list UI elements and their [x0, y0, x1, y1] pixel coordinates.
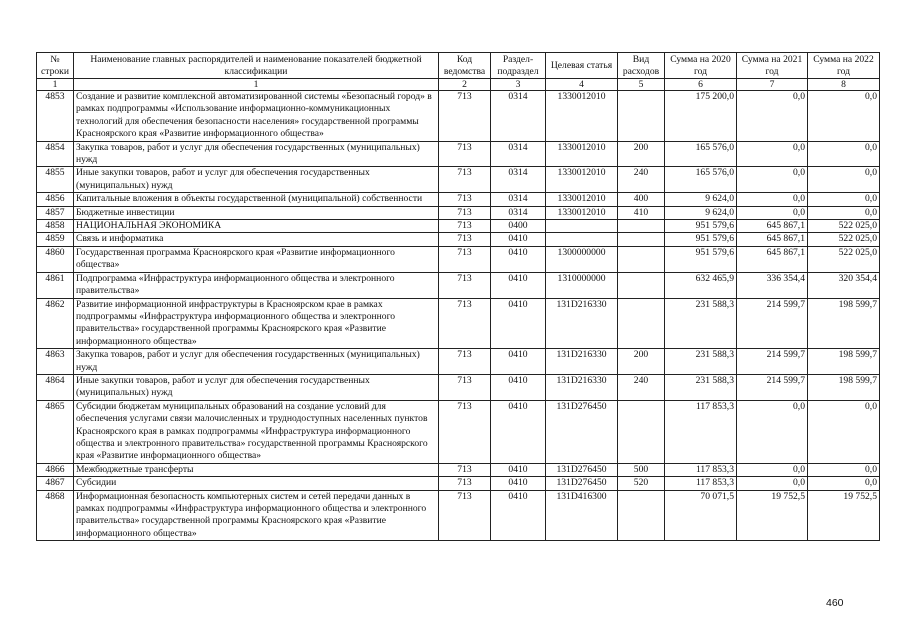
- row-sum-2021: 0,0: [737, 91, 808, 142]
- header-sum-2022: Сумма на 2022 год: [808, 53, 880, 79]
- column-number: 2: [439, 79, 491, 91]
- table-row: [37, 246, 880, 272]
- row-section: 0410: [491, 298, 546, 349]
- row-sum-2020: 632 465,9: [665, 272, 737, 298]
- row-name: Бюджетные инвестиции: [74, 206, 439, 219]
- row-sum-2021: 645 867,1: [737, 220, 808, 233]
- row-name: Государственная программа Красноярского края «Развитие информационного общества»: [74, 246, 439, 272]
- row-expense-type: 520: [618, 477, 665, 490]
- row-sum-2020: 9 624,0: [665, 206, 737, 219]
- row-name: Информационная безопасность компьютерных систем и сетей передачи данных в рамках подпрограммы «Инфраструктура информационного общества и электронного правительства» государственной программы Красноярского края «Развитие информационного общества»: [74, 490, 439, 541]
- row-target-article: [546, 220, 618, 233]
- table-row: [37, 193, 880, 206]
- row-dept-code: 713: [439, 193, 491, 206]
- row-sum-2022: 0,0: [808, 193, 880, 206]
- row-section: 0400: [491, 220, 546, 233]
- row-section: 0314: [491, 206, 546, 219]
- row-dept-code: 713: [439, 400, 491, 463]
- table-row: [37, 91, 880, 142]
- row-number: 4862: [37, 298, 74, 349]
- header-row-number: № строки: [37, 53, 74, 79]
- row-sum-2021: 0,0: [737, 141, 808, 167]
- row-expense-type: [618, 490, 665, 541]
- table-row: [37, 141, 880, 167]
- row-sum-2020: 117 853,3: [665, 463, 737, 476]
- row-dept-code: 713: [439, 374, 491, 400]
- row-sum-2021: 0,0: [737, 400, 808, 463]
- table-row: [37, 477, 880, 490]
- row-sum-2021: 0,0: [737, 167, 808, 193]
- column-number-row: [37, 79, 880, 91]
- row-target-article: 131D276450: [546, 400, 618, 463]
- row-expense-type: 500: [618, 463, 665, 476]
- row-section: 0410: [491, 349, 546, 375]
- row-number: 4853: [37, 91, 74, 142]
- header-sum-2021: Сумма на 2021 год: [737, 53, 808, 79]
- row-sum-2022: 198 599,7: [808, 298, 880, 349]
- row-expense-type: 200: [618, 141, 665, 167]
- row-sum-2022: 0,0: [808, 91, 880, 142]
- row-dept-code: 713: [439, 298, 491, 349]
- row-number: 4861: [37, 272, 74, 298]
- row-sum-2022: 522 025,0: [808, 233, 880, 246]
- row-sum-2021: 214 599,7: [737, 349, 808, 375]
- row-target-article: 1330012010: [546, 141, 618, 167]
- row-name: НАЦИОНАЛЬНАЯ ЭКОНОМИКА: [74, 220, 439, 233]
- row-section: 0410: [491, 233, 546, 246]
- row-sum-2022: 198 599,7: [808, 374, 880, 400]
- row-expense-type: 410: [618, 206, 665, 219]
- row-expense-type: [618, 233, 665, 246]
- row-sum-2021: 645 867,1: [737, 246, 808, 272]
- row-section: 0314: [491, 167, 546, 193]
- row-dept-code: 713: [439, 91, 491, 142]
- row-name: Иные закупки товаров, работ и услуг для обеспечения государственных (муниципальных) нужд: [74, 374, 439, 400]
- row-name: Межбюджетные трансферты: [74, 463, 439, 476]
- row-dept-code: 713: [439, 349, 491, 375]
- row-sum-2020: 117 853,3: [665, 400, 737, 463]
- row-section: 0410: [491, 272, 546, 298]
- row-section: 0410: [491, 400, 546, 463]
- row-name: Субсидии бюджетам муниципальных образований на создание условий для обеспечения услугами связи малочисленных и труднодоступных населенных пунктов Красноярского края в рамках подпрограммы «Инфраструктура информационного общества и электронного правительства» государственной программы Красноярского края «Развитие информационного общества»: [74, 400, 439, 463]
- row-sum-2022: 522 025,0: [808, 246, 880, 272]
- table-row: [37, 233, 880, 246]
- row-sum-2022: 0,0: [808, 477, 880, 490]
- header-name: Наименование главных распорядителей и наименование показателей бюджетной классификации: [74, 53, 439, 79]
- header-dept-code: Код ведомства: [439, 53, 491, 79]
- row-target-article: 131D216330: [546, 349, 618, 375]
- row-target-article: 1330012010: [546, 167, 618, 193]
- row-sum-2020: 117 853,3: [665, 477, 737, 490]
- row-number: 4854: [37, 141, 74, 167]
- row-number: 4863: [37, 349, 74, 375]
- row-name: Иные закупки товаров, работ и услуг для обеспечения государственных (муниципальных) нужд: [74, 167, 439, 193]
- row-dept-code: 713: [439, 167, 491, 193]
- row-target-article: 1330012010: [546, 91, 618, 142]
- table-row: [37, 490, 880, 541]
- row-expense-type: 200: [618, 349, 665, 375]
- row-number: 4868: [37, 490, 74, 541]
- row-expense-type: [618, 298, 665, 349]
- row-expense-type: [618, 272, 665, 298]
- row-sum-2020: 231 588,3: [665, 298, 737, 349]
- table-row: [37, 349, 880, 375]
- row-sum-2020: 175 200,0: [665, 91, 737, 142]
- row-sum-2021: 0,0: [737, 477, 808, 490]
- row-sum-2020: 231 588,3: [665, 349, 737, 375]
- row-sum-2022: 0,0: [808, 206, 880, 219]
- row-section: 0410: [491, 477, 546, 490]
- row-sum-2022: 522 025,0: [808, 220, 880, 233]
- row-number: 4867: [37, 477, 74, 490]
- row-section: 0410: [491, 490, 546, 541]
- row-number: 4865: [37, 400, 74, 463]
- row-name: Связь и информатика: [74, 233, 439, 246]
- row-sum-2021: 645 867,1: [737, 233, 808, 246]
- table-row: [37, 167, 880, 193]
- row-sum-2021: 0,0: [737, 193, 808, 206]
- row-expense-type: [618, 400, 665, 463]
- row-dept-code: 713: [439, 233, 491, 246]
- column-number: 4: [546, 79, 618, 91]
- row-sum-2022: 320 354,4: [808, 272, 880, 298]
- row-number: 4855: [37, 167, 74, 193]
- table-header-row: [37, 53, 880, 79]
- row-sum-2020: 70 071,5: [665, 490, 737, 541]
- header-section: Раздел-подраздел: [491, 53, 546, 79]
- row-dept-code: 713: [439, 220, 491, 233]
- header-sum-2020: Сумма на 2020 год: [665, 53, 737, 79]
- row-sum-2020: 951 579,6: [665, 233, 737, 246]
- row-target-article: 131D216330: [546, 374, 618, 400]
- row-number: 4866: [37, 463, 74, 476]
- row-target-article: [546, 233, 618, 246]
- row-dept-code: 713: [439, 206, 491, 219]
- row-dept-code: 713: [439, 246, 491, 272]
- table-row: [37, 400, 880, 463]
- row-name: Подпрограмма «Инфраструктура информационного общества и электронного правительства»: [74, 272, 439, 298]
- row-target-article: 1330012010: [546, 206, 618, 219]
- row-sum-2021: 214 599,7: [737, 298, 808, 349]
- row-section: 0410: [491, 374, 546, 400]
- row-sum-2021: 0,0: [737, 463, 808, 476]
- row-name: Субсидии: [74, 477, 439, 490]
- header-expense-type: Вид расходов: [618, 53, 665, 79]
- row-sum-2021: 214 599,7: [737, 374, 808, 400]
- row-target-article: 131D416300: [546, 490, 618, 541]
- row-name: Закупка товаров, работ и услуг для обеспечения государственных (муниципальных) нужд: [74, 349, 439, 375]
- table-row: [37, 374, 880, 400]
- table-row: [37, 298, 880, 349]
- row-section: 0410: [491, 246, 546, 272]
- row-dept-code: 713: [439, 490, 491, 541]
- row-number: 4858: [37, 220, 74, 233]
- column-number: 3: [491, 79, 546, 91]
- row-dept-code: 713: [439, 141, 491, 167]
- row-expense-type: 240: [618, 167, 665, 193]
- row-number: 4859: [37, 233, 74, 246]
- row-section: 0314: [491, 141, 546, 167]
- row-sum-2021: 0,0: [737, 206, 808, 219]
- page-number: 460: [826, 597, 844, 609]
- row-target-article: 1330012010: [546, 193, 618, 206]
- row-section: 0314: [491, 91, 546, 142]
- row-sum-2022: 0,0: [808, 141, 880, 167]
- row-number: 4856: [37, 193, 74, 206]
- row-target-article: 1300000000: [546, 246, 618, 272]
- row-number: 4860: [37, 246, 74, 272]
- row-sum-2020: 165 576,0: [665, 167, 737, 193]
- row-sum-2022: 19 752,5: [808, 490, 880, 541]
- row-number: 4864: [37, 374, 74, 400]
- column-number: 8: [808, 79, 880, 91]
- row-sum-2022: 0,0: [808, 400, 880, 463]
- row-name: Развитие информационной инфраструктуры в Красноярском крае в рамках подпрограммы «Инфраструктура информационного общества и электронного правительства» государственной программы Красноярского края «Развитие информационного общества»: [74, 298, 439, 349]
- row-sum-2022: 198 599,7: [808, 349, 880, 375]
- row-target-article: 131D276450: [546, 463, 618, 476]
- row-name: Создание и развитие комплексной автоматизированной системы «Безопасный город» в рамках подпрограммы «Использование информационно-коммуникационных технологий для обеспечения безопасности населения» государственной программы Красноярского края «Развитие информационного общества»: [74, 91, 439, 142]
- row-dept-code: 713: [439, 477, 491, 490]
- row-sum-2022: 0,0: [808, 463, 880, 476]
- column-number: 1: [37, 79, 74, 91]
- row-sum-2021: 19 752,5: [737, 490, 808, 541]
- table-row: [37, 206, 880, 219]
- budget-table: [36, 52, 880, 541]
- column-number: 6: [665, 79, 737, 91]
- row-target-article: 131D276450: [546, 477, 618, 490]
- row-sum-2020: 9 624,0: [665, 193, 737, 206]
- row-number: 4857: [37, 206, 74, 219]
- row-expense-type: 400: [618, 193, 665, 206]
- row-sum-2022: 0,0: [808, 167, 880, 193]
- row-section: 0410: [491, 463, 546, 476]
- row-name: Закупка товаров, работ и услуг для обеспечения государственных (муниципальных) нужд: [74, 141, 439, 167]
- row-expense-type: [618, 220, 665, 233]
- row-expense-type: 240: [618, 374, 665, 400]
- row-expense-type: [618, 91, 665, 142]
- row-expense-type: [618, 246, 665, 272]
- header-target-article: Целевая статья: [546, 53, 618, 79]
- table-row: [37, 220, 880, 233]
- row-dept-code: 713: [439, 272, 491, 298]
- table-row: [37, 463, 880, 476]
- column-number: 1: [74, 79, 439, 91]
- column-number: 5: [618, 79, 665, 91]
- row-sum-2021: 336 354,4: [737, 272, 808, 298]
- row-sum-2020: 951 579,6: [665, 246, 737, 272]
- table-row: [37, 272, 880, 298]
- row-target-article: 1310000000: [546, 272, 618, 298]
- row-sum-2020: 165 576,0: [665, 141, 737, 167]
- row-sum-2020: 231 588,3: [665, 374, 737, 400]
- row-sum-2020: 951 579,6: [665, 220, 737, 233]
- column-number: 7: [737, 79, 808, 91]
- row-name: Капитальные вложения в объекты государственной (муниципальной) собственности: [74, 193, 439, 206]
- row-section: 0314: [491, 193, 546, 206]
- row-target-article: 131D216330: [546, 298, 618, 349]
- row-dept-code: 713: [439, 463, 491, 476]
